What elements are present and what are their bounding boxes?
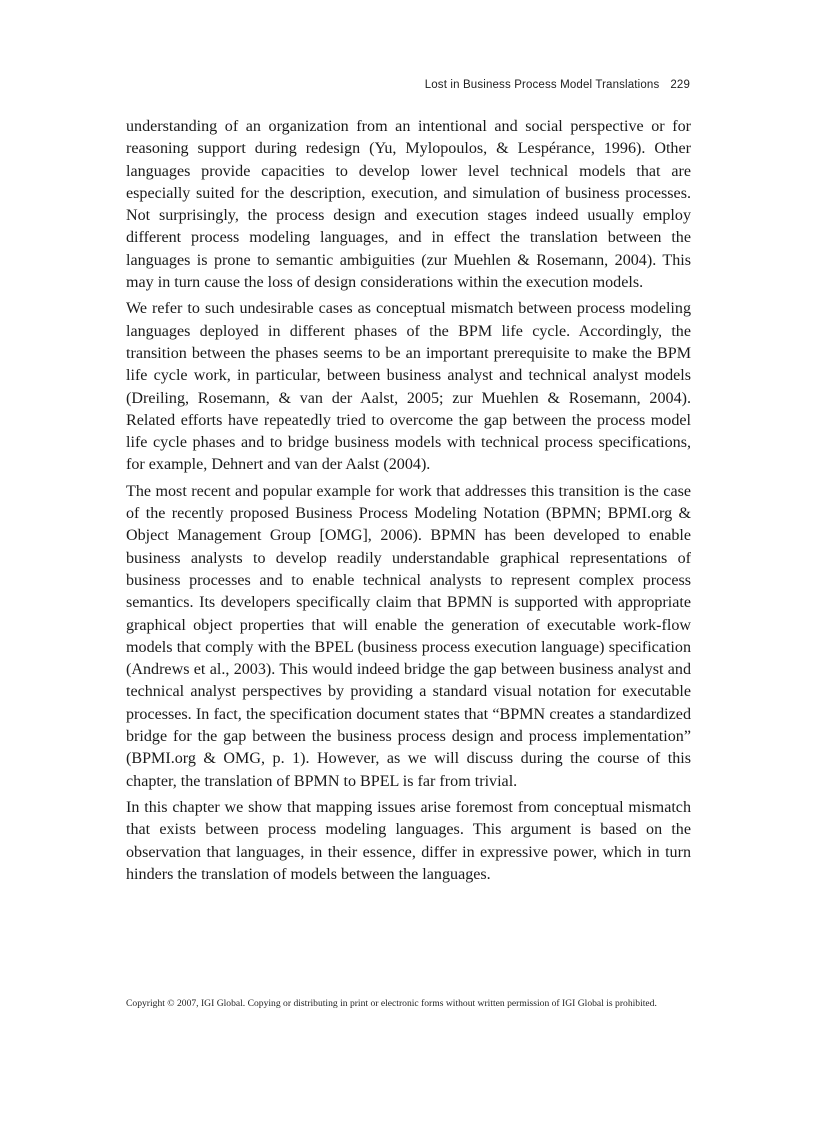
running-head-title: Lost in Business Process Model Translations xyxy=(424,79,660,91)
body-paragraph: In this chapter we show that mapping issues arise foremost from conceptual mismatch that exists between process modeling languages. This argument is based on the observation that languages, in their essence, differ in expressive power, which in turn hinders the translation of models between the languages. xyxy=(126,798,691,883)
body-paragraph: understanding of an organization from an intentional and social perspective or for reasoning support during redesign (Yu, Mylopoulos, & Lespérance, 1996). Other languages provide capacities to develop lower level technical models that are especially suited for the description, execution, and simulation of business processes. Not surprisingly, the process design and execution stages indeed usually employ different process modeling languages, and in effect the translation between the languages is prone to semantic ambiguities (zur Muehlen & Rosemann, 2004). This may in turn cause the loss of design considerations within the execution models. xyxy=(126,118,691,292)
page-number: 229 xyxy=(670,79,690,91)
copyright-notice: Copyright © 2007, IGI Global. Copying or distributing in print or electronic forms without written permission of IGI Global is prohibited. xyxy=(126,998,657,1009)
body-paragraph: The most recent and popular example for work that addresses this transition is the case of the recently proposed Business Process Modeling Notation (BPMN; BPMI.org & Object Management Group [OMG], 2006). BPMN has been developed to enable business analysts to develop readily understandable graphical representations of business processes and to enable technical analysts to represent complex process semantics. Its developers specifically claim that BPMN is supported with appropriate graphical object properties that will enable the generation of executable work-flow models that comply with the BPEL (business process execution language) specification (Andrews et al., 2003). This would indeed bridge the gap between business analyst and technical analyst perspectives by providing a standard visual notation for executable processes. In fact, the specification document states that “BPMN creates a standardized bridge for the gap between the business process design and process implementation” (BPMI.org & OMG, p. 1). However, as we will discuss during the course of this chapter, the translation of BPMN to BPEL is far from trivial. xyxy=(126,482,691,790)
body-text-column xyxy=(126,116,691,886)
body-paragraph: We refer to such undesirable cases as conceptual mismatch between process modeling languages deployed in different phases of the BPM life cycle. Accordingly, the transition between the phases seems to be an important prerequisite to make the BPM life cycle work, in particular, between business analyst and technical analyst models (Dreiling, Rosemann, & van der Aalst, 2005; zur Muehlen & Rosemann, 2004). Related efforts have repeatedly tried to overcome the gap between the process model life cycle phases and to bridge business models with technical process specifications, for example, Dehnert and van der Aalst (2004). xyxy=(126,300,691,474)
running-head xyxy=(126,79,690,91)
